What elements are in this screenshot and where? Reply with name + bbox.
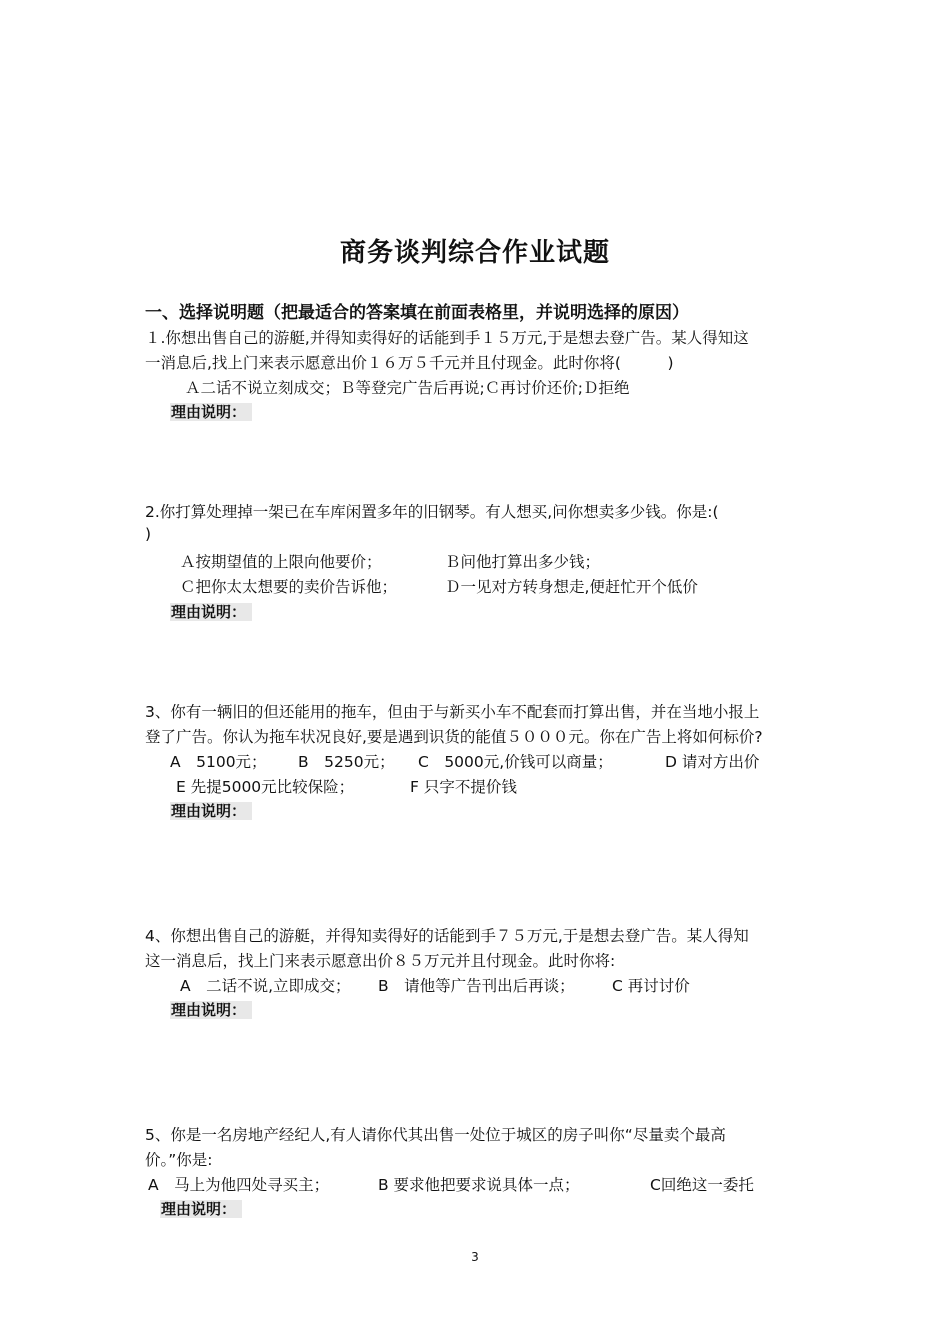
question-5-option-b: B 要求他把要求说具体一点；	[378, 1176, 580, 1194]
question-3-line-2: 登了广告。你认为拖车状况良好,要是遇到识货的能值５０００元。你在广告上将如何标价?	[145, 728, 763, 746]
question-4-option-c: C 再讨讨价	[612, 977, 690, 995]
question-2-option-a: Ａ按期望值的上限向他要价；	[180, 553, 382, 571]
question-4-option-a: A 二话不说,立即成交；	[180, 977, 351, 995]
question-2-reason-label: 理由说明：	[170, 601, 252, 622]
question-5-line-1: 5、你是一名房地产经纪人,有人请你代其出售一处位于城区的房子叫你“尽量卖个最高	[145, 1126, 726, 1144]
question-3-option-a: A 5100元；	[170, 753, 267, 771]
question-2-line-2: )	[145, 525, 152, 543]
question-2-option-c: Ｃ把你太太想要的卖价告诉他；	[180, 578, 398, 596]
question-5-line-2: 价。”你是:	[145, 1151, 213, 1169]
page-number: 3	[471, 1250, 479, 1264]
question-2-option-b: Ｂ问他打算出多少钱；	[445, 553, 601, 571]
question-3-option-d: D 请对方出价	[665, 753, 760, 771]
question-4-line-1: 4、你想出售自己的游艇，并得知卖得好的话能到手７５万元,于是想去登广告。某人得知	[145, 927, 749, 945]
question-1-reason-label: 理由说明：	[170, 401, 252, 422]
question-3-option-b: B 5250元；	[298, 753, 395, 771]
question-5-option-c: C回绝这一委托	[650, 1176, 754, 1194]
page-title: 商务谈判综合作业试题	[339, 238, 610, 268]
section-heading: 一、选择说明题（把最适合的答案填在前面表格里，并说明选择的原因）	[145, 303, 689, 323]
question-3-option-e: E 先提5000元比较保险；	[176, 778, 355, 796]
question-2-option-d: Ｄ一见对方转身想走,便赶忙开个低价	[445, 578, 698, 596]
question-5-option-a: A 马上为他四处寻买主；	[148, 1176, 330, 1194]
question-5-reason-label: 理由说明：	[160, 1198, 242, 1219]
question-3-line-1: 3、你有一辆旧的但还能用的拖车，但由于与新买小车不配套而打算出售，并在当地小报上	[145, 703, 760, 721]
question-3-reason-label: 理由说明：	[170, 800, 252, 821]
question-4-option-b: B 请他等广告刊出后再谈；	[378, 977, 575, 995]
question-3-option-c: C 5000元,价钱可以商量；	[418, 753, 613, 771]
question-4-reason-label: 理由说明：	[170, 999, 252, 1020]
question-3-option-f: F 只字不提价钱	[410, 778, 517, 796]
question-1-options: Ａ二话不说立刻成交；Ｂ等登完广告后再说;Ｃ再讨价还价;Ｄ拒绝	[185, 379, 630, 397]
question-4-line-2: 这一消息后，找上门来表示愿意出价８５万元并且付现金。此时你将:	[145, 952, 616, 970]
question-1-line-1: １.你想出售自己的游艇,并得知卖得好的话能到手１５万元,于是想去登广告。某人得知这	[145, 329, 749, 347]
question-1-line-2: 一消息后,找上门来表示愿意出价１６万５千元并且付现金。此时你将( )	[145, 354, 674, 372]
question-2-line-1: 2.你打算处理掉一架已在车库闲置多年的旧钢琴。有人想买,问你想卖多少钱。你是:(	[145, 503, 719, 521]
